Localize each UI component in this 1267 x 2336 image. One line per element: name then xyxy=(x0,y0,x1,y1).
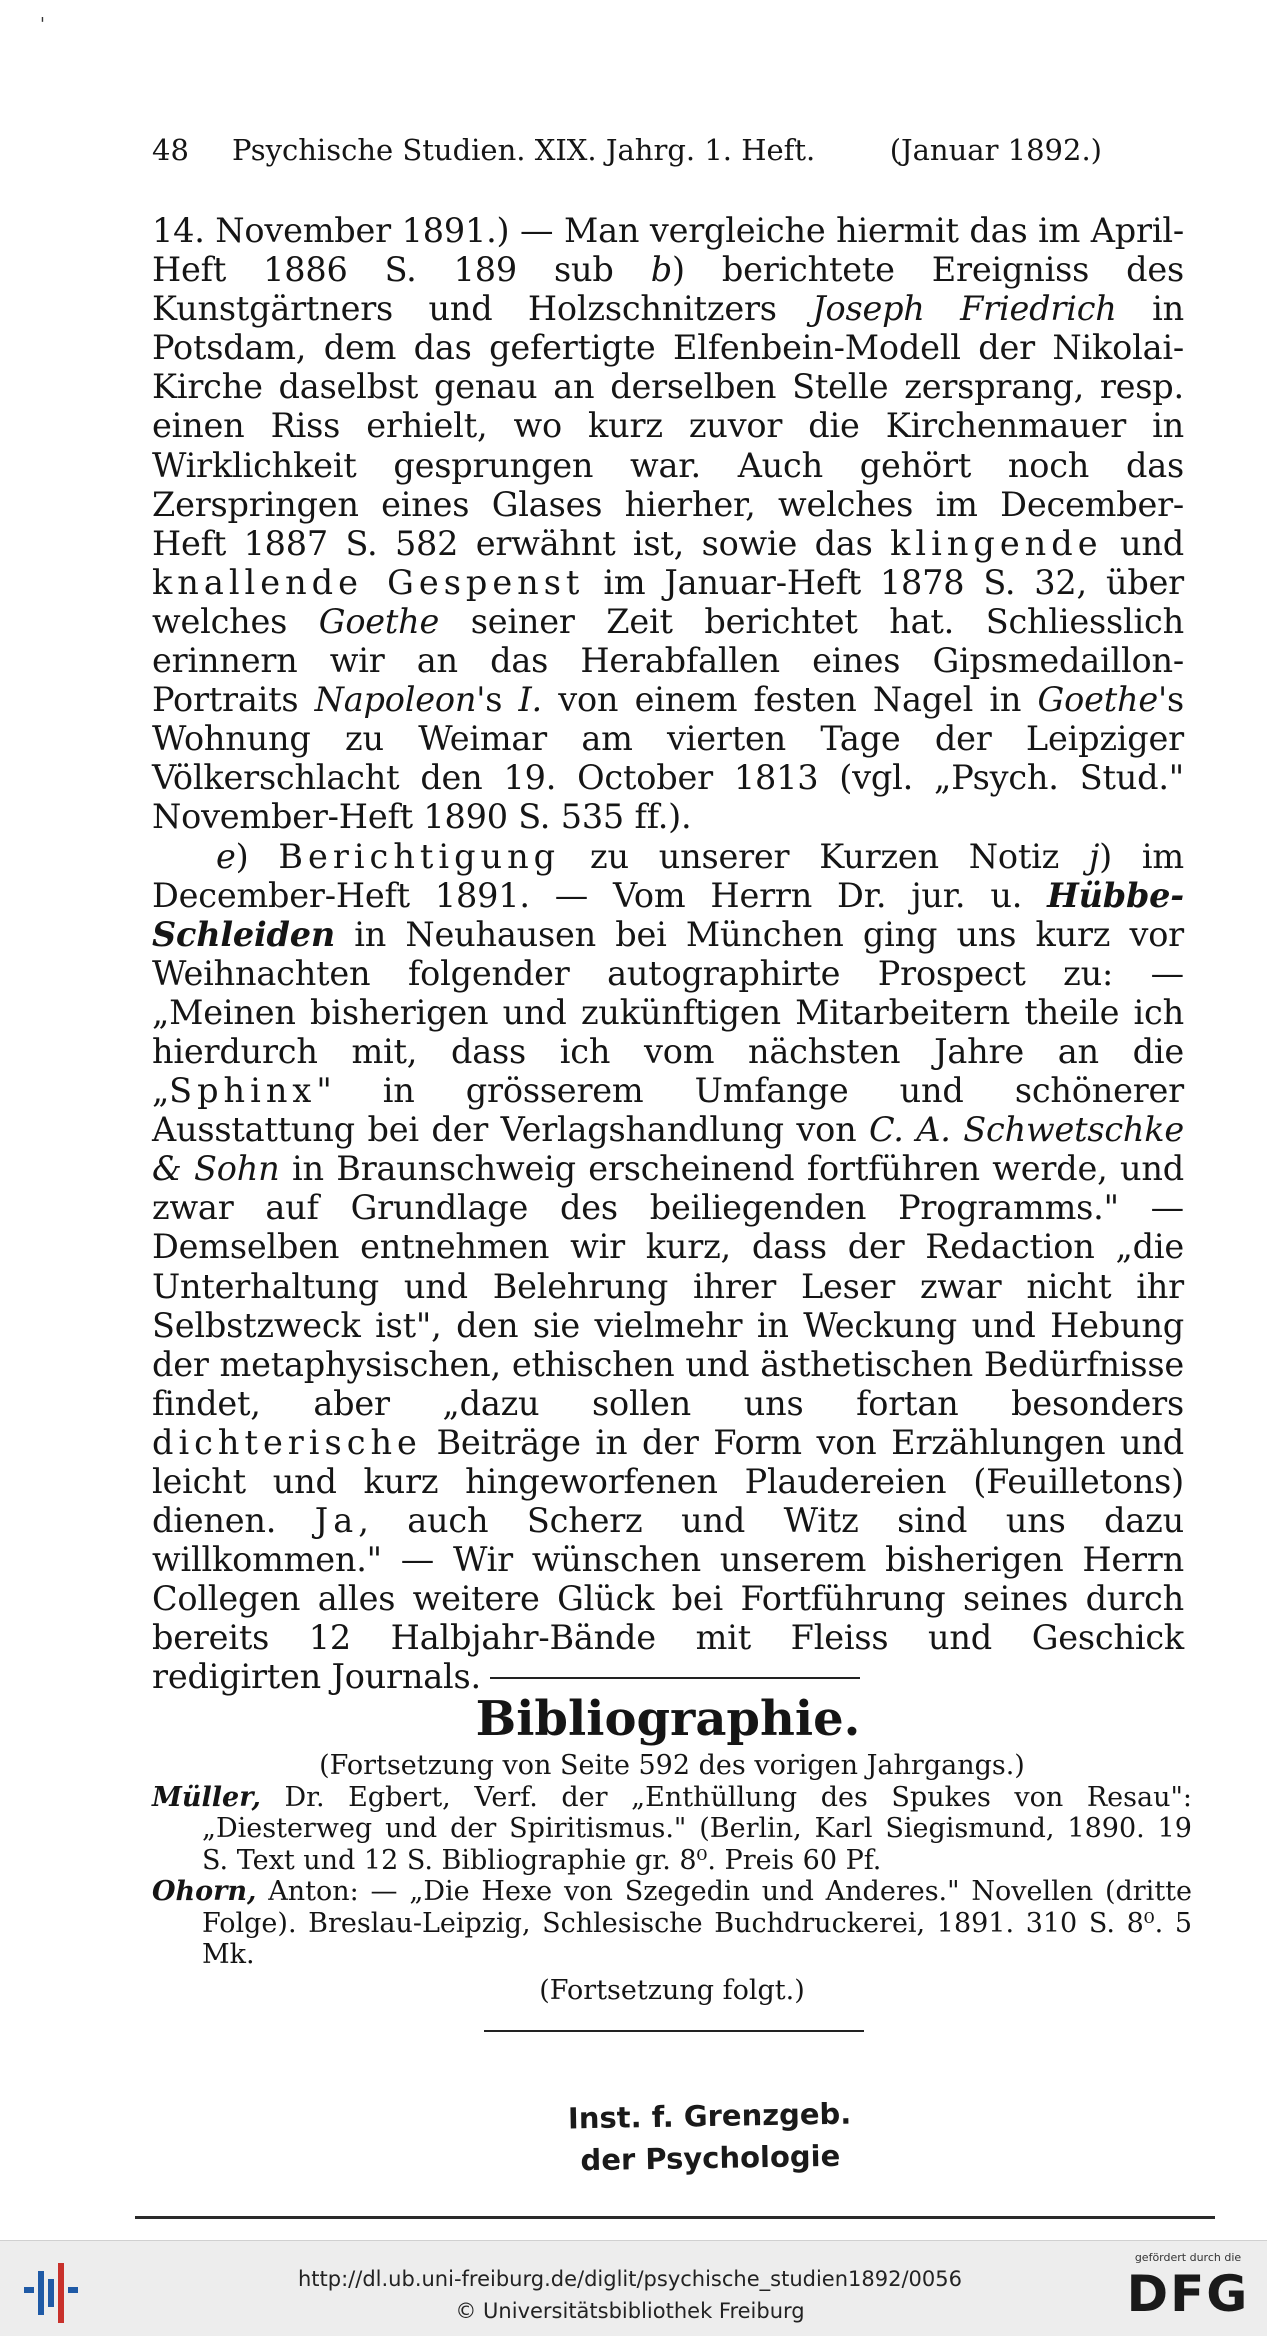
bibliography xyxy=(152,1750,1192,2006)
ub-freiburg-logo-icon xyxy=(22,2263,82,2323)
to-be-continued: (Fortsetzung folgt.) xyxy=(539,1974,805,2006)
paragraph-2: e) Berichtigung zu unserer Kurzen Notiz j) im December-Heft 1891. — Vom Herrn Dr. jur. u. Hübbe-Schleiden in Neuhausen bei München ging uns kurz vor Weihnachten folgender autographirte Prospect zu: — „Meinen bisherigen und zukünftigen Mitarbeitern theile ich hierdurch mit, dass ich vom nächsten Jahre an die „Sphinx" in grösserem Umfange und schönerer Ausstattung bei der Verlagshandlung von C. A. Schwetschke & Sohn in Braunschweig erscheinend fortführen werde, und zwar auf Grundlage des beiliegenden Programms." — Demselben entnehmen wir kurz, dass der Redaction „die Unterhaltung und Belehrung ihrer Leser zwar nicht ihr Selbstzweck ist", den sie vielmehr in Weckung und Hebung der metaphysischen, ethischen und ästhetischen Bedürfnisse findet, aber „dazu sollen uns fortan besonders dichterische Beiträge in der Form von Erzählungen und leicht und kurz hingeworfenen Plaudereien (Feuilletons) dienen. Ja, auch Scherz und Witz sind uns dazu willkommen." — Wir wünschen unserem bisherigen Herrn Collegen alles weitere Glück bei Fortführung seines durch bereits 12 Halbjahr-Bände mit Fleiss und Geschick redigirten Journals. xyxy=(152,836,1184,1697)
section-title: Bibliographie. xyxy=(475,1691,861,1747)
bibliography-entry: Müller, Dr. Egbert, Verf. der „Enthüllung des Spukes von Resau": „Diesterweg und der Spiritismus." (Berlin, Karl Siegismund, 1890. 19 S. Text und 12 S. Bibliographie gr. 8⁰. Preis 60 Pf. xyxy=(152,1781,1192,1876)
name-goethe: Goethe xyxy=(1037,680,1158,720)
dfg-logo xyxy=(1118,2251,1258,2331)
continued-note: (Fortsetzung von Seite 592 des vorigen Jahrgangs.) xyxy=(319,1750,1025,1781)
publisher-name: C. A. Schwetschke & Sohn xyxy=(152,1110,1184,1189)
name-goethe: Goethe xyxy=(318,601,440,641)
journal-title: Psychische Studien. XIX. Jahrg. 1. Heft. xyxy=(232,133,816,167)
page-bottom-rule xyxy=(135,2216,1215,2219)
funding-note: gefördert durch die xyxy=(1134,2251,1242,2264)
issue-date: (Januar 1892.) xyxy=(889,133,1102,167)
page-number: 48 xyxy=(152,133,189,167)
copyright-notice: © Universitätsbibliothek Freiburg xyxy=(455,2299,805,2323)
entry-author: Ohorn, xyxy=(152,1876,257,1907)
end-divider xyxy=(484,2030,864,2032)
paragraph-1: 14. November 1891.) — Man vergleiche hiermit das im April-Heft 1886 S. 189 sub b) berichtete Ereigniss des Kunstgärtners und Holzschnitzers Joseph Friedrich in Potsdam, dem das gefertigte Elfenbein-Modell der Nikolai-Kirche daselbst genau an derselben Stelle zersprang, resp. einen Riss erhielt, wo kurz zuvor die Kirchenmauer in Wirklichkeit gesprungen war. Auch gehört noch das Zerspringen eines Glases hierher, welches im December-Heft 1887 S. 582 erwähnt ist, sowie das klingende und knallende Gespenst im Januar-Heft 1878 S. 32, über welches Goethe seiner Zeit berichtet hat. Schliesslich erinnern wir an das Herabfallen eines Gipsmedaillon-Portraits Napoleon's I. von einem festen Nagel in Goethe's Wohnung zu Weimar am vierten Tage der Leipziger Völkerschlacht den 19. October 1813 (vgl. „Psych. Stud." November-Heft 1890 S. 535 ff.). xyxy=(152,211,1185,837)
running-head xyxy=(152,130,1102,170)
body-text xyxy=(152,211,1184,1697)
dfg-wordmark: DFG xyxy=(1126,2265,1250,2323)
section-divider xyxy=(490,1677,860,1679)
name-napoleon: Napoleon xyxy=(314,680,477,720)
stray-mark: ' xyxy=(40,14,45,35)
name-joseph-friedrich: Joseph Friedrich xyxy=(812,289,1117,329)
viewer-footer xyxy=(0,2240,1267,2336)
library-stamp: Inst. f. Grenzgeb. der Psychologie xyxy=(567,2096,852,2178)
name-huebbe-schleiden: Hübbe-Schleiden xyxy=(152,875,1184,954)
bibliography-entry: Ohorn, Anton: — „Die Hexe von Szegedin und Anderes." Novellen (dritte Folge). Breslau-Leipzig, Schlesische Buchdruckerei, 1891. 310 S. 8⁰. 5 Mk. xyxy=(152,1876,1192,1970)
entry-author: Müller, xyxy=(152,1781,261,1813)
document-url[interactable]: http://dl.ub.uni-freiburg.de/diglit/psychische_studien1892/0056 xyxy=(298,2267,962,2291)
